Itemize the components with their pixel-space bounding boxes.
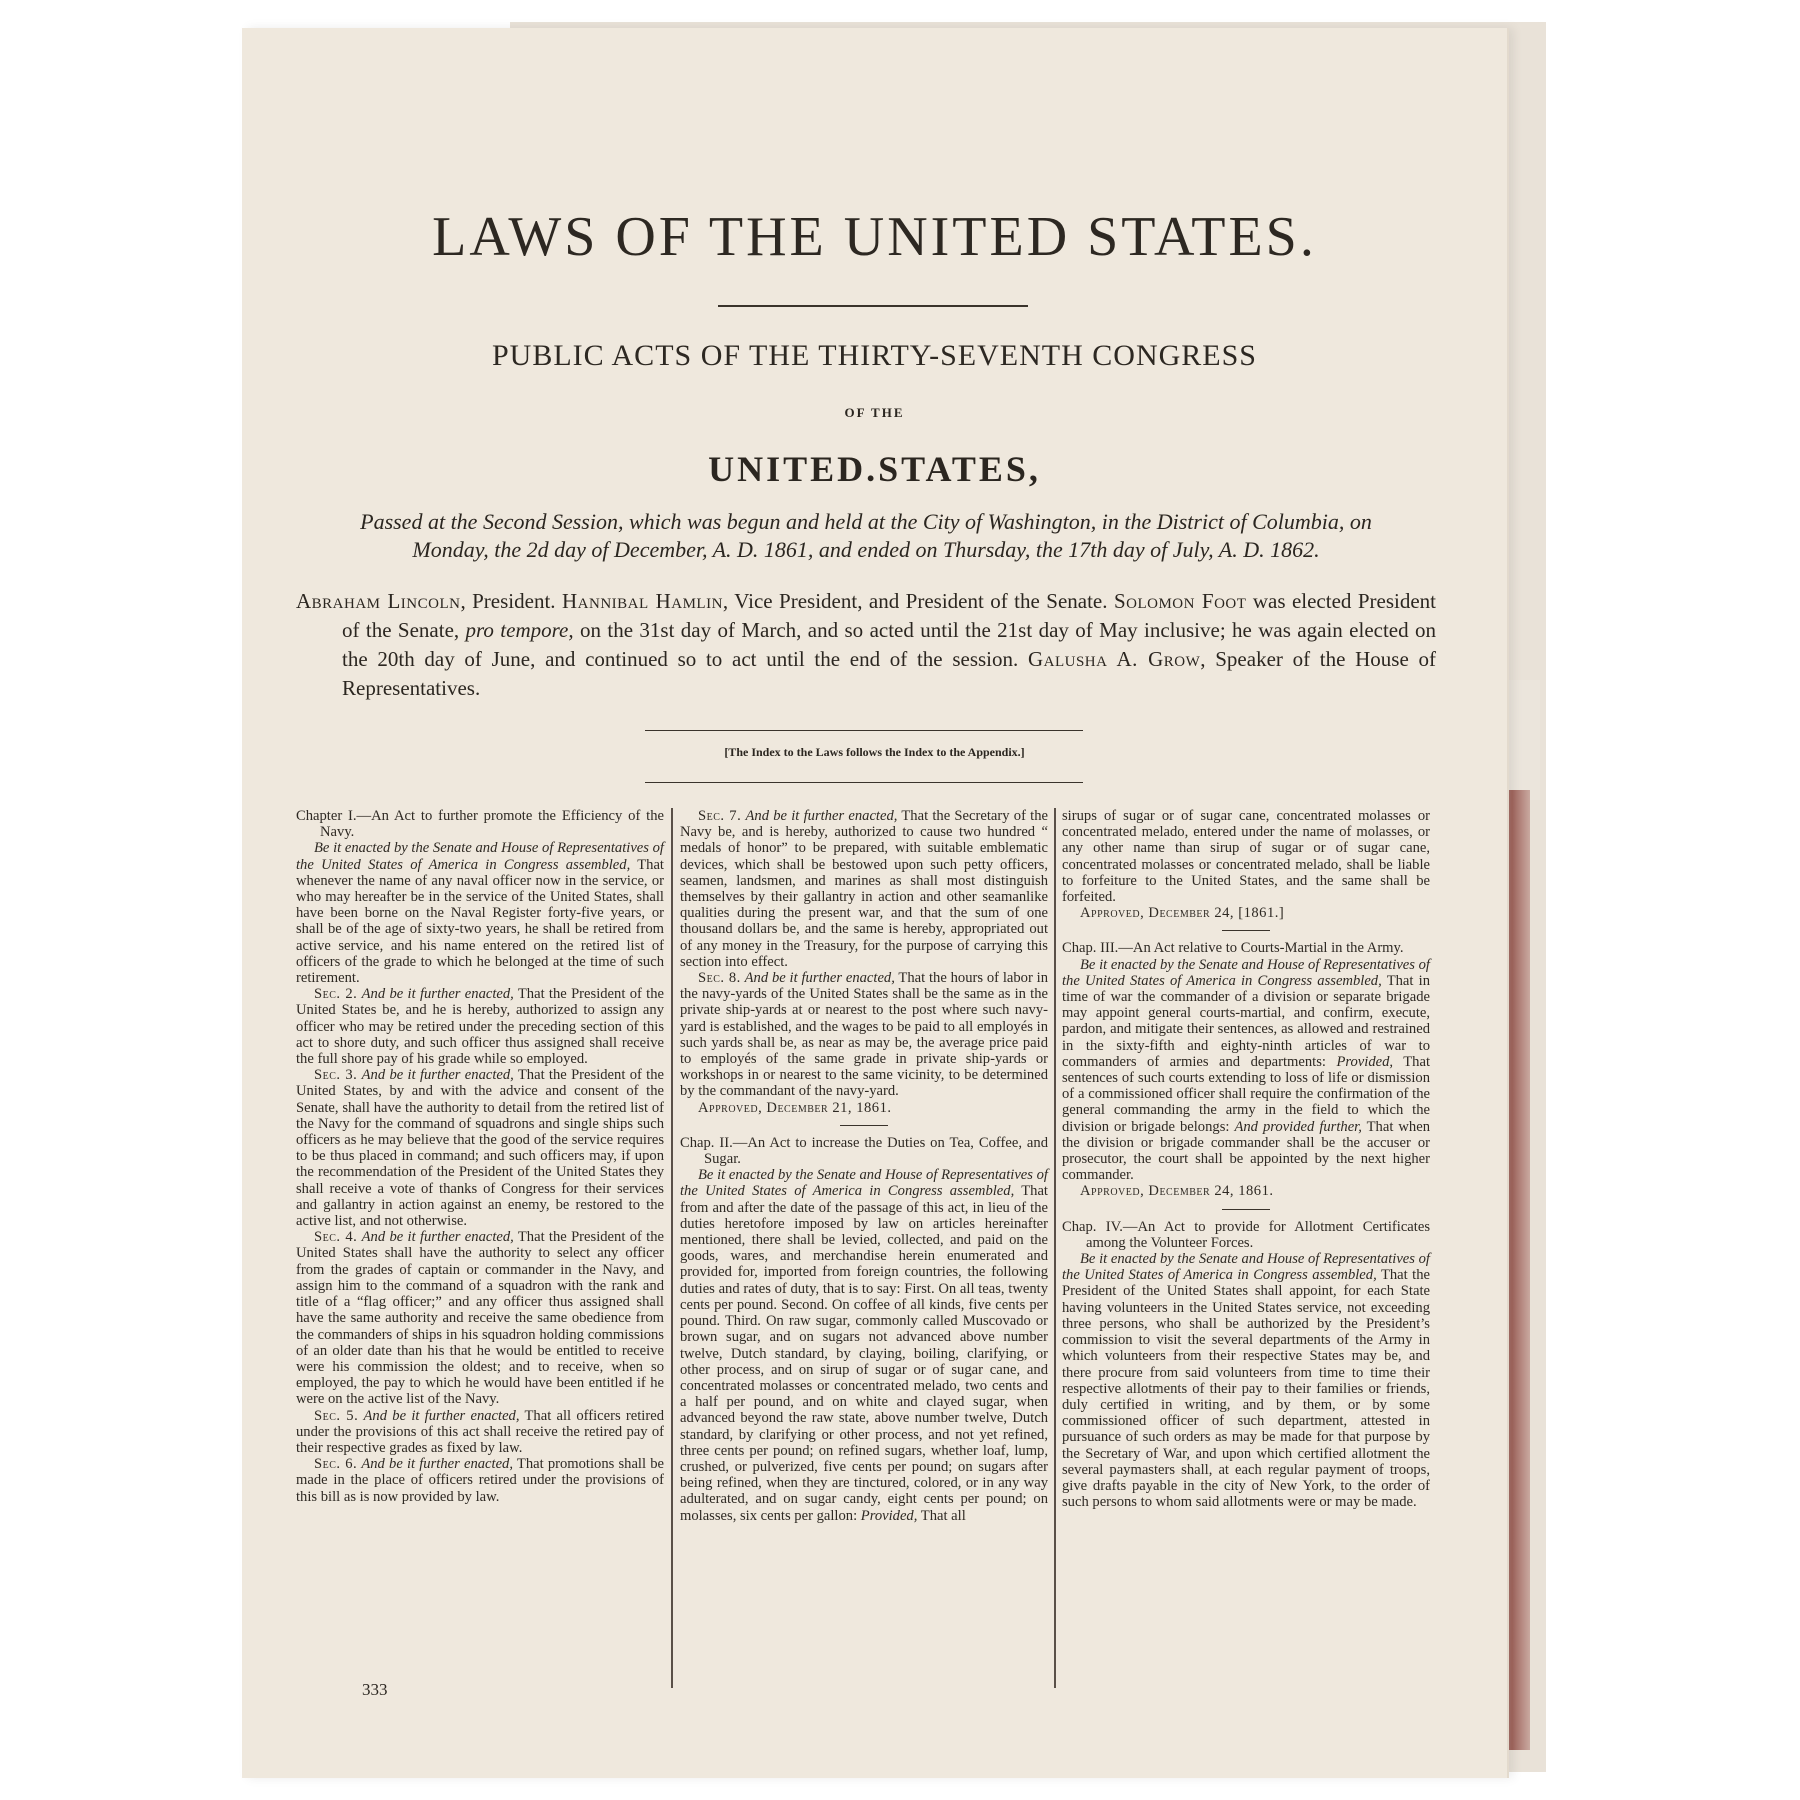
section-label: Sec. 6.: [314, 1456, 358, 1473]
session-line-2: Monday, the 2d day of December, A. D. 1861, and ended on Thursday, the 17th day of July, A. D. 1862.: [412, 537, 1320, 562]
index-note: [The Index to the Laws follows the Index to the Appendix.]: [724, 745, 1025, 759]
approved-date-3: Approved, December 24, 1861.: [1080, 1183, 1274, 1200]
page-title: LAWS OF THE UNITED STATES.: [432, 206, 1317, 268]
chapter-2-heading: Chap. II.—An Act to increase the Duties on Tea, Coffee, and Sugar.: [680, 1134, 1048, 1168]
of-the-label: OF THE: [844, 405, 905, 420]
and-provided-further: And provided further,: [1234, 1118, 1362, 1135]
officers-paragraph: [296, 587, 1436, 703]
text-column-2: [680, 808, 1048, 1524]
chapter-3-text-2: That sentences of such courts extending to loss of life or dismission of a commissioned officer shall require the confirmation of the general commanding the army in the field to which the division or brigade belongs:: [1062, 1053, 1430, 1135]
officers-text-4: on the 31st day of March, and so acted until the 21st day of May inclusive; he was again elected on the 20th day of June, and continued so to act until the end of the session.: [342, 618, 1436, 671]
session-line-1: Passed at the Second Session, which was begun and held at the City of Washington, in the District of Columbia, on: [360, 509, 1372, 534]
chapter-1-section-5: [296, 1408, 664, 1457]
enacting-clause: Be it enacted by the Senate and House of Representatives of the United States of America in Congress assembled,: [680, 1167, 1048, 1200]
president-pro-tempore-name: Solomon Foot: [1113, 589, 1247, 613]
section-label: Sec. 7.: [698, 808, 742, 824]
chapter-3-text: That in time of war the commander of a division or separate brigade may appoint general courts-martial, and confirm, execute, pardon, and mitigate their sentences, as allowed and restrained in the sixty-fifth and eighty-ninth articles of war to commanders of armies and departments:: [1062, 972, 1430, 1070]
section-label: Sec. 4.: [314, 1229, 358, 1246]
provided-clause: Provided,: [1336, 1053, 1394, 1070]
further-enacted: And be it further enacted,: [745, 808, 898, 824]
section-2-text: That the President of the United States be, and he is hereby, authorized to assign any officer who may be retired under the preceding section of this act to shore duty, and such officer thus assigned shall receive the full shore pay of his grade while so employed.: [296, 986, 664, 1068]
section-4-text: That the President of the United States shall have the authority to select any officer from the grades of captain or commander in the Navy, and assign him to the command of a squadron with the rank and title of a “flag officer;” and any officer thus assigned shall have the same authority and receive the same obedience from the commanders of ships in his squadron holding commissions of an older date than his that he would be entitled to receive were his commission the oldest; and to receive, when so employed, the pay to which he would have been entitled if he were on the active list of the Navy.: [296, 1229, 664, 1408]
chapter-4-section-1: [1062, 1251, 1430, 1510]
chapter-3-section-1: [1062, 957, 1430, 1184]
session-statement: [296, 508, 1436, 564]
section-6-text: That promotions shall be made in the place of officers retired under the provisions of this bill as is now provided by law.: [296, 1456, 664, 1505]
president-name: Abraham Lincoln: [296, 589, 461, 613]
chapter-1-section-4: [296, 1229, 664, 1407]
officers-text-2: , Vice President, and President of the Senate.: [722, 589, 1114, 613]
chapter-1-section-3: [296, 1067, 664, 1229]
section-label: Sec. 5.: [314, 1407, 359, 1424]
section-label: Sec. 3.: [314, 1067, 358, 1084]
pro-tempore-text: pro tempore,: [465, 618, 574, 642]
section-label: Sec. 8.: [698, 970, 741, 987]
officers-text-5: , Speaker of the House of Representatives.: [342, 647, 1436, 700]
further-enacted: And be it further enacted,: [361, 1067, 514, 1084]
title-rule: [718, 305, 1028, 307]
further-enacted: And be it further enacted,: [363, 1407, 520, 1424]
text-column-1: [296, 808, 664, 1505]
approved-date-2: Approved, December 24, [1861.]: [1080, 905, 1285, 922]
officers-text-1: , President.: [460, 589, 562, 613]
approved-date-1: Approved, December 21, 1861.: [698, 1099, 892, 1116]
section-rule: [840, 1125, 888, 1126]
column-divider-2: [1054, 808, 1056, 1688]
chapter-1-section-7: [680, 808, 1048, 970]
page-number: 333: [362, 1680, 388, 1699]
chapter-2-continuation: sirups of sugar or of sugar cane, concentrated molasses or concentrated melado, entered under the name of molasses, or any other name than sirup of sugar or of sugar cane, concentrated molasses or concentrated melado, shall be liable to forfeiture to the United States, and the same shall be forfeited.: [1062, 808, 1430, 906]
chapter-2-section-1: [680, 1167, 1048, 1523]
chapter-2-text: That from and after the date of the passage of this act, in lieu of the duties heretofore imposed by law on articles hereinafter mentioned, there shall be levied, collected, and paid on the goods, wares, and merchandise herein enumerated and provided for, imported from foreign countries, the following duties and rates of duty, that is to say: First. On all teas, twenty cents per pound. Second. On coffee of all kinds, five cents per pound. Third. On raw sugar, commonly called Muscovado or brown sugar, and on sugars not advanced above number twelve, Dutch standard, by claying, boiling, clarifying, or other process, and on sirup of sugar or of sugar cane, and concentrated molasses or concentrated melado, two cents and a half per pound, and on white and clayed sugar, when advanced beyond the raw state, above number twelve, Dutch standard, by clarifying or other process, and not yet refined, three cents per pound; on refined sugars, whether loaf, lump, crushed, or pulverized, five cents per pound; on sugars after being refined, when they are tinctured, colored, or in any way adulterated, and on sugar candy, eight cents per pound; on molasses, six cents per gallon:: [680, 1183, 1048, 1524]
section-1-text: That whenever the name of any naval officer now in the service, or who may hereafter be in the service of the United States, shall have been borne on the Naval Register forty-five years, or shall be of the age of sixty-two years, he shall be retired from active service, and his name entered on the retired list of officers of the grade to which he belonged at the time of such retirement.: [296, 856, 664, 987]
column-divider-1: [671, 808, 673, 1688]
enacting-clause: Be it enacted by the Senate and House of Representatives of the United States of America in Congress assembled,: [296, 840, 664, 873]
text-column-3: [1062, 808, 1430, 1510]
section-rule: [1222, 1209, 1270, 1210]
section-7-text: That the Secretary of the Navy be, and is hereby, authorized to cause two hundred “ medals of honor” to be prepared, with suitable emblematic devices, which shall be bestowed upon such petty officers, seamen, landsmen, and marines as shall most distinguish themselves by their gallantry in action and other seamanlike qualities during the present war, and that the sum of one thousand dollars be, and the same is hereby, appropriated out of any money in the Treasury, for the purpose of carrying this section into effect.: [680, 808, 1048, 970]
section-label: Sec. 2.: [314, 986, 358, 1003]
speaker-name: Galusha A. Grow: [1027, 647, 1201, 671]
enacting-clause: Be it enacted by the Senate and House of Representatives of the United States of America in Congress assembled,: [1062, 956, 1430, 989]
chapter-1-section-1: [296, 840, 664, 986]
officers-rule: [645, 730, 1083, 731]
section-rule: [1222, 930, 1270, 931]
subtitle: PUBLIC ACTS OF THE THIRTY-SEVENTH CONGRESS: [491, 339, 1257, 372]
provided-clause: Provided,: [860, 1507, 918, 1524]
enacting-clause: Be it enacted by the Senate and House of Representatives of the United States of America in Congress assembled,: [1062, 1251, 1430, 1284]
section-8-text: That the hours of labor in the navy-yards of the United States shall be the same as in the private ship-yards at or nearest to the post where such navy-yard is established, and the wages to be paid to all employés in such yards shall be, as near as may be, the average price paid to employés of the same grade in private ship-yards or workshops in or nearest to the same vicinity, to be determined by the commandant of the navy-yard.: [680, 970, 1049, 1100]
chapter-3-heading: Chap. III.—An Act relative to Courts-Martial in the Army.: [1062, 940, 1404, 957]
chapter-1-section-6: [296, 1456, 664, 1505]
country-heading: UNITED.STATES,: [708, 449, 1041, 489]
chapter-4-text: That the President of the United States shall appoint, for each State having volunteers in the United States service, not exceeding three persons, who shall be authorized by the President’s commission to visit the several departments of the Army in which volunteers from their respective States may be, and there procure from said volunteers from time to time their respective allotments of their pay to their families or friends, duly certified in writing, and by them, or by some commissioned officer of such department, attested in pursuance of such orders as may be made for that purpose by the Secretary of War, and upon which certified allotment the several paymasters shall, at each regular payment of troops, give drafts payable in the city of New York, to the order of such persons to whom said allotments were or may be made.: [1062, 1267, 1430, 1511]
further-enacted: And be it further enacted,: [361, 986, 514, 1003]
chapter-1-heading: Chapter I.—An Act to further promote the Efficiency of the Navy.: [296, 808, 664, 841]
note-rule: [645, 782, 1083, 783]
chapter-1-section-8: [680, 970, 1048, 1100]
further-enacted: And be it further enacted,: [361, 1456, 513, 1473]
chapter-4-heading: Chap. IV.—An Act to provide for Allotment Certificates among the Volunteer Forces.: [1062, 1218, 1430, 1251]
further-enacted: And be it further enacted,: [744, 970, 895, 987]
section-5-text: That all officers retired under the provisions of this act shall receive the retired pay of their respective grades as fixed by law.: [296, 1407, 664, 1456]
chapter-3-text-3: That when the division or brigade commander shall be the accuser or prosecutor, the court shall be appointed by the next higher commander.: [1062, 1118, 1431, 1184]
further-enacted: And be it further enacted,: [361, 1229, 514, 1246]
vice-president-name: Hannibal Hamlin: [561, 589, 723, 613]
section-3-text: That the President of the United States, by and with the advice and consent of the Senate, shall have the authority to detail from the retired list of the Navy for the command of squadrons and single ships such officers as he may believe that the good of the service requires to be thus placed in command; and such officers may, if upon the recommendation of the President of the United States they shall receive a vote of thanks of Congress for their services and gallantry in action against an enemy, be restored to the active list, and not otherwise.: [296, 1067, 664, 1230]
chapter-2-text-end: That all: [917, 1507, 966, 1524]
officers-text-3: was elected President of the Senate,: [342, 589, 1437, 642]
chapter-1-section-2: [296, 986, 664, 1067]
